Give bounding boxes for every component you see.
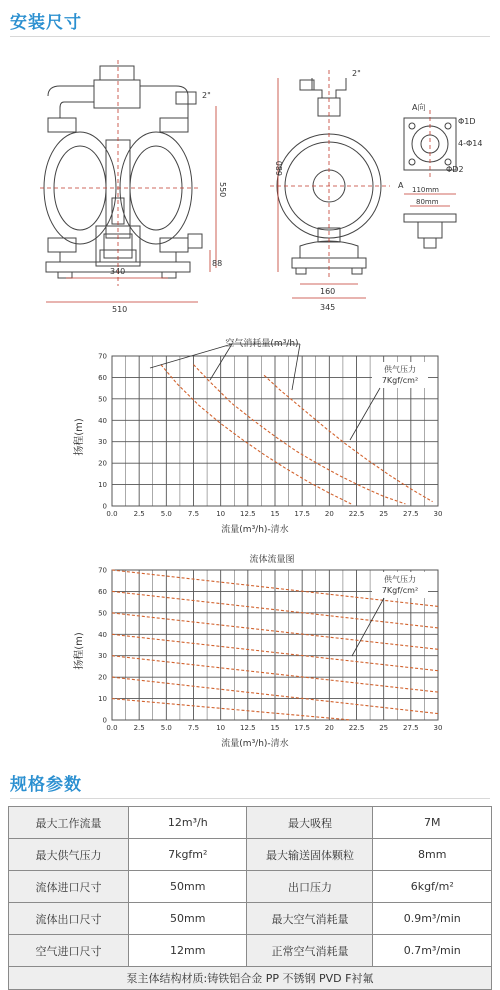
y-tick-label: 50 <box>98 395 107 404</box>
x-tick-label: 17.5 <box>294 510 310 518</box>
front-bottom-label: 88 <box>212 259 223 268</box>
detail-view <box>404 118 456 248</box>
x-tick-label: 25 <box>379 510 389 518</box>
y-tick-label: 70 <box>98 566 107 575</box>
spec-value: 8mm <box>373 839 492 871</box>
front-width-label: 510 <box>112 305 128 314</box>
table-row <box>9 903 492 935</box>
x-tick-label: 10 <box>216 724 226 732</box>
table-row <box>9 967 492 990</box>
detail-d1-label: Φ1D <box>458 117 476 126</box>
table-row <box>9 871 492 903</box>
y-tick-label: 20 <box>98 459 107 468</box>
x-tick-label: 30 <box>433 510 443 518</box>
detail-a-label: A <box>398 181 404 190</box>
table-row <box>9 839 492 871</box>
y-tick-label: 30 <box>98 652 107 661</box>
detail-d14-label: 4-Φ14 <box>458 139 483 148</box>
spec-label: 最大吸程 <box>247 807 373 839</box>
x-tick-label: 30 <box>433 724 443 732</box>
spec-value: 7kgfm² <box>129 839 247 871</box>
spec-label: 最大供气压力 <box>9 839 129 871</box>
side-base-label: 160 <box>320 287 336 296</box>
annotation-leader-line <box>350 388 380 440</box>
y-axis-label: 扬程(m) <box>74 418 85 456</box>
pressure-annotation-label: 供气压力 <box>384 575 416 584</box>
x-tick-label: 10 <box>216 510 226 518</box>
spec-section-title: 规格参数 <box>10 775 82 795</box>
install-section-rule <box>10 36 490 37</box>
x-tick-label: 20 <box>324 510 334 518</box>
install-section-title: 安装尺寸 <box>10 13 82 33</box>
x-tick-label: 7.5 <box>187 724 200 732</box>
y-tick-label: 40 <box>98 630 107 639</box>
y-axis-label: 扬程(m) <box>74 632 85 670</box>
x-tick-label: 2.5 <box>133 724 145 732</box>
detail-w2-label: 80mm <box>416 198 439 206</box>
dimension-lines <box>46 78 456 302</box>
install-drawing <box>0 40 500 320</box>
spec-label: 流体进口尺寸 <box>9 871 129 903</box>
spec-label: 最大输送固体颗粒 <box>247 839 373 871</box>
x-tick-label: 2.5 <box>133 510 145 518</box>
x-tick-label: 5.0 <box>160 724 172 732</box>
spec-value: 12mm <box>129 935 247 967</box>
spec-value: 6kgf/m² <box>373 871 492 903</box>
pressure-annotation-unit: 7Kgf/cm² <box>381 586 419 595</box>
y-tick-label: 40 <box>98 416 107 425</box>
spec-table <box>8 806 492 990</box>
x-axis-label: 流量(m³/h)-清水 <box>221 739 289 749</box>
side-height-label: 680 <box>275 160 284 176</box>
front-port-label: 2" <box>202 91 211 100</box>
table-row <box>9 935 492 967</box>
x-tick-label: 22.5 <box>348 510 365 518</box>
spec-label: 最大工作流量 <box>9 807 129 839</box>
x-tick-label: 5.0 <box>160 510 172 518</box>
spec-label: 空气进口尺寸 <box>9 935 129 967</box>
spec-value: 50mm <box>129 903 247 935</box>
annotation-leader-line <box>292 344 300 390</box>
detail-w1-label: 110mm <box>412 186 439 194</box>
y-tick-label: 10 <box>98 481 107 490</box>
y-tick-label: 10 <box>98 695 107 704</box>
x-tick-label: 27.5 <box>403 510 419 518</box>
spec-label: 流体出口尺寸 <box>9 903 129 935</box>
x-tick-label: 12.5 <box>240 510 256 518</box>
air-consumption-chart <box>0 330 500 540</box>
chart-top-label: 空气消耗量(m³/h) <box>225 339 299 349</box>
y-tick-label: 0 <box>102 502 107 511</box>
x-tick-label: 25 <box>379 724 389 732</box>
table-row <box>9 807 492 839</box>
series-line-7 <box>112 699 351 720</box>
y-tick-label: 20 <box>98 673 107 682</box>
y-tick-label: 50 <box>98 609 107 618</box>
x-tick-label: 22.5 <box>348 724 365 732</box>
spec-section-rule <box>10 798 490 799</box>
spec-label: 最大空气消耗量 <box>247 903 373 935</box>
side-port-label: 2" <box>352 69 361 78</box>
spec-value: 7M <box>373 807 492 839</box>
y-tick-label: 60 <box>98 587 107 596</box>
front-view-pump <box>44 66 202 278</box>
fluid-flow-chart <box>0 544 500 754</box>
x-tick-label: 0.0 <box>106 724 118 732</box>
spec-label: 正常空气消耗量 <box>247 935 373 967</box>
y-tick-label: 0 <box>102 716 107 725</box>
spec-label: 出口压力 <box>247 871 373 903</box>
series-line-1 <box>161 365 351 504</box>
spec-footer: 泵主体结构材质:铸铁铝合金 PP 不锈钢 PVD F衬氟 <box>9 967 492 990</box>
x-tick-label: 0.0 <box>106 510 118 518</box>
x-tick-label: 27.5 <box>403 724 419 732</box>
spec-value: 50mm <box>129 871 247 903</box>
x-tick-label: 12.5 <box>240 724 256 732</box>
pressure-annotation-unit: 7Kgf/cm² <box>381 376 419 385</box>
series-line-3 <box>264 375 433 501</box>
spec-value: 12m³/h <box>129 807 247 839</box>
x-axis-label: 流量(m³/h)-清水 <box>221 525 289 535</box>
detail-view-label: A向 <box>412 103 426 112</box>
detail-d2-label: ΦD2 <box>446 165 464 174</box>
side-width-label: 345 <box>320 303 336 312</box>
front-height-label: 550 <box>218 182 227 198</box>
x-tick-label: 15 <box>270 510 280 518</box>
x-tick-label: 17.5 <box>294 724 310 732</box>
chart-title: 流体流量图 <box>249 555 295 565</box>
y-tick-label: 60 <box>98 373 107 382</box>
spec-value: 0.7m³/min <box>373 935 492 967</box>
pressure-annotation-label: 供气压力 <box>384 365 416 374</box>
x-tick-label: 15 <box>270 724 280 732</box>
front-base-label: 340 <box>110 267 126 276</box>
x-tick-label: 7.5 <box>187 510 200 518</box>
y-tick-label: 30 <box>98 438 107 447</box>
x-tick-label: 20 <box>324 724 334 732</box>
y-tick-label: 70 <box>98 352 107 361</box>
spec-value: 0.9m³/min <box>373 903 492 935</box>
